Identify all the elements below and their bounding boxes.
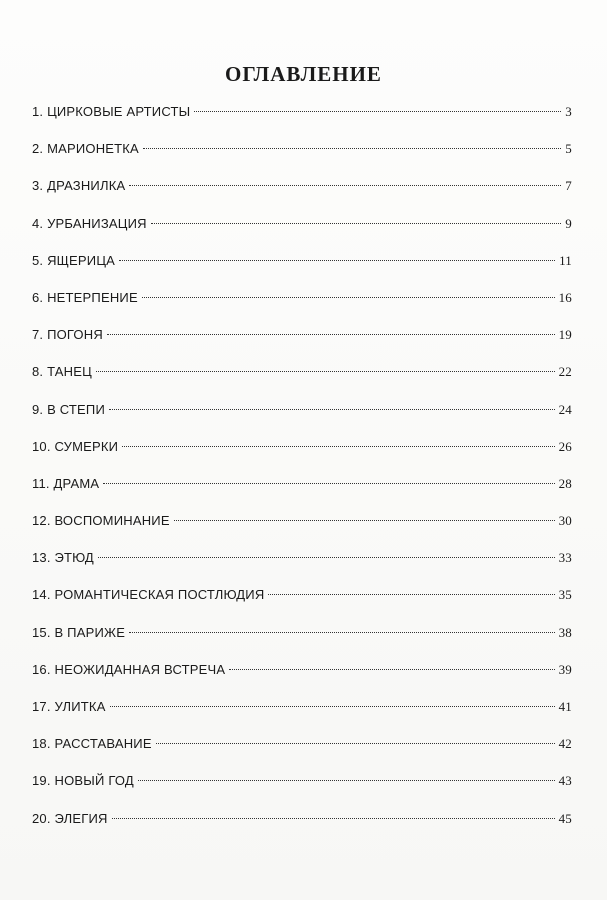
toc-entry-label <box>32 397 105 423</box>
toc-entry <box>32 173 572 210</box>
dot-leader <box>107 334 555 335</box>
toc-entry-title: ЦИРКОВЫЕ АРТИСТЫ <box>47 104 191 119</box>
toc-entry-number: 17. <box>32 699 51 714</box>
toc-entry-page-number: 38 <box>558 624 572 640</box>
toc-entry <box>32 99 572 136</box>
toc-entry <box>32 620 572 657</box>
toc-entry-title: УЛИТКА <box>54 699 106 714</box>
dot-leader <box>151 223 562 224</box>
toc-entry-number: 13. <box>32 550 51 566</box>
dot-leader <box>129 632 555 633</box>
toc-entry <box>32 582 572 619</box>
toc-entry <box>32 471 572 508</box>
toc-entry-title: В СТЕПИ <box>47 401 106 417</box>
toc-entry-number: 8. <box>32 364 44 380</box>
toc-entry-number: 7. <box>32 327 44 343</box>
toc-entry <box>32 545 572 582</box>
toc-entry-number: 9. <box>32 401 44 417</box>
toc-entry-page-number: 5 <box>565 141 572 157</box>
dot-leader <box>96 371 555 372</box>
dot-leader <box>122 446 554 447</box>
toc-entry-title: В ПАРИЖЕ <box>54 624 126 640</box>
toc-entry-number: 6. <box>32 289 44 305</box>
toc-entry-label <box>32 248 115 274</box>
toc-entry <box>32 731 572 768</box>
toc-entry-title: СУМЕРКИ <box>54 438 119 454</box>
toc-entry-page-number: 22 <box>558 364 572 380</box>
toc-entry-page-number: 19 <box>558 327 572 343</box>
toc-entry-label <box>32 694 106 720</box>
toc-entry-number: 19. <box>32 773 51 789</box>
toc-entry-title: РОМАНТИЧЕСКАЯ ПОСТЛЮДИЯ <box>54 587 265 603</box>
toc-entry-title: ПОГОНЯ <box>47 327 103 343</box>
toc-entry-page-number: 41 <box>558 699 572 714</box>
toc-entry-title: ДРАЗНИЛКА <box>47 178 126 194</box>
toc-entry-label <box>32 434 118 460</box>
toc-entry <box>32 434 572 471</box>
toc-entry-page-number: 42 <box>558 736 572 752</box>
toc-entry-page-number: 7 <box>565 178 572 194</box>
toc-entry-page-number: 35 <box>558 587 572 603</box>
toc-entry <box>32 508 572 545</box>
toc-entry-label <box>32 211 147 237</box>
toc-entry-number: 2. <box>32 141 44 157</box>
toc-entry-number: 20. <box>32 810 51 826</box>
toc-entry-title: УРБАНИЗАЦИЯ <box>47 215 147 231</box>
toc-entry-label <box>32 99 190 125</box>
table-of-contents <box>32 99 572 843</box>
toc-entry <box>32 322 572 359</box>
toc-entry-label <box>32 322 103 348</box>
toc-entry-label <box>32 285 138 311</box>
toc-entry-page-number: 33 <box>558 550 572 566</box>
toc-entry-page-number: 16 <box>558 289 572 305</box>
toc-entry-label <box>32 471 99 497</box>
dot-leader <box>109 409 555 410</box>
toc-entry-number: 11. <box>32 475 50 491</box>
toc-entry-page-number: 43 <box>558 773 572 789</box>
toc-entry-title: ВОСПОМИНАНИЕ <box>54 513 170 529</box>
toc-entry-label <box>32 731 152 757</box>
toc-entry-label <box>32 806 108 832</box>
toc-entry <box>32 397 572 434</box>
dot-leader <box>268 594 554 595</box>
toc-entry-number: 5. <box>32 252 44 268</box>
toc-entry <box>32 211 572 248</box>
dot-leader <box>112 818 555 819</box>
toc-entry-title: ЭЛЕГИЯ <box>54 810 108 826</box>
toc-entry-label <box>32 359 92 385</box>
toc-entry <box>32 694 572 731</box>
toc-entry <box>32 806 572 843</box>
toc-entry-page-number: 24 <box>558 401 572 417</box>
dot-leader <box>98 557 555 558</box>
toc-entry-page-number: 11 <box>559 252 572 268</box>
toc-entry-page-number: 9 <box>565 215 572 231</box>
toc-entry-page-number: 45 <box>558 810 572 826</box>
toc-entry-label <box>32 620 125 646</box>
dot-leader <box>142 297 555 298</box>
page-title: ОГЛАВЛЕНИЕ <box>225 62 382 86</box>
toc-entry-page-number: 28 <box>558 475 572 491</box>
dot-leader <box>143 148 561 149</box>
toc-entry-title: НЕТЕРПЕНИЕ <box>47 289 138 305</box>
toc-entry-page-number: 30 <box>558 513 572 529</box>
toc-entry-title: ЭТЮД <box>54 550 94 566</box>
toc-entry <box>32 768 572 805</box>
dot-leader <box>194 111 561 112</box>
toc-entry-title: ДРАМА <box>53 475 100 491</box>
toc-entry-label <box>32 173 125 199</box>
toc-entry <box>32 359 572 396</box>
toc-entry-title: ЯЩЕРИЦА <box>47 252 116 268</box>
toc-entry <box>32 285 572 322</box>
toc-entry-number: 4. <box>32 215 44 231</box>
toc-entry-title: НОВЫЙ ГОД <box>54 773 134 789</box>
toc-entry-title: НЕОЖИДАННАЯ ВСТРЕЧА <box>54 661 226 677</box>
toc-entry-label <box>32 768 134 794</box>
dot-leader <box>138 780 555 781</box>
toc-entry-number: 16. <box>32 661 51 677</box>
toc-entry-number: 15. <box>32 624 51 640</box>
toc-entry-title: ТАНЕЦ <box>47 364 92 380</box>
toc-entry-number: 3. <box>32 178 44 194</box>
toc-entry-number: 14. <box>32 587 51 603</box>
toc-entry-label <box>32 508 170 534</box>
dot-leader <box>129 185 561 186</box>
toc-entry-number: 12. <box>32 513 51 529</box>
toc-entry-page-number: 39 <box>558 661 572 677</box>
toc-entry-label <box>32 582 264 608</box>
toc-entry-title: МАРИОНЕТКА <box>47 141 139 157</box>
toc-entry-label <box>32 657 225 683</box>
dot-leader <box>110 706 555 707</box>
toc-entry-number: 1. <box>32 104 44 119</box>
toc-entry <box>32 136 572 173</box>
dot-leader <box>174 520 555 521</box>
toc-entry-number: 18. <box>32 736 51 752</box>
dot-leader <box>156 743 555 744</box>
dot-leader <box>103 483 554 484</box>
toc-entry-page-number: 3 <box>565 104 572 119</box>
toc-entry <box>32 657 572 694</box>
toc-entry-title: РАССТАВАНИЕ <box>54 736 152 752</box>
toc-entry <box>32 248 572 285</box>
toc-entry-label <box>32 545 94 571</box>
dot-leader <box>229 669 554 670</box>
toc-entry-number: 10. <box>32 438 51 454</box>
toc-entry-label <box>32 136 139 162</box>
toc-entry-page-number: 26 <box>558 438 572 454</box>
dot-leader <box>119 260 555 261</box>
